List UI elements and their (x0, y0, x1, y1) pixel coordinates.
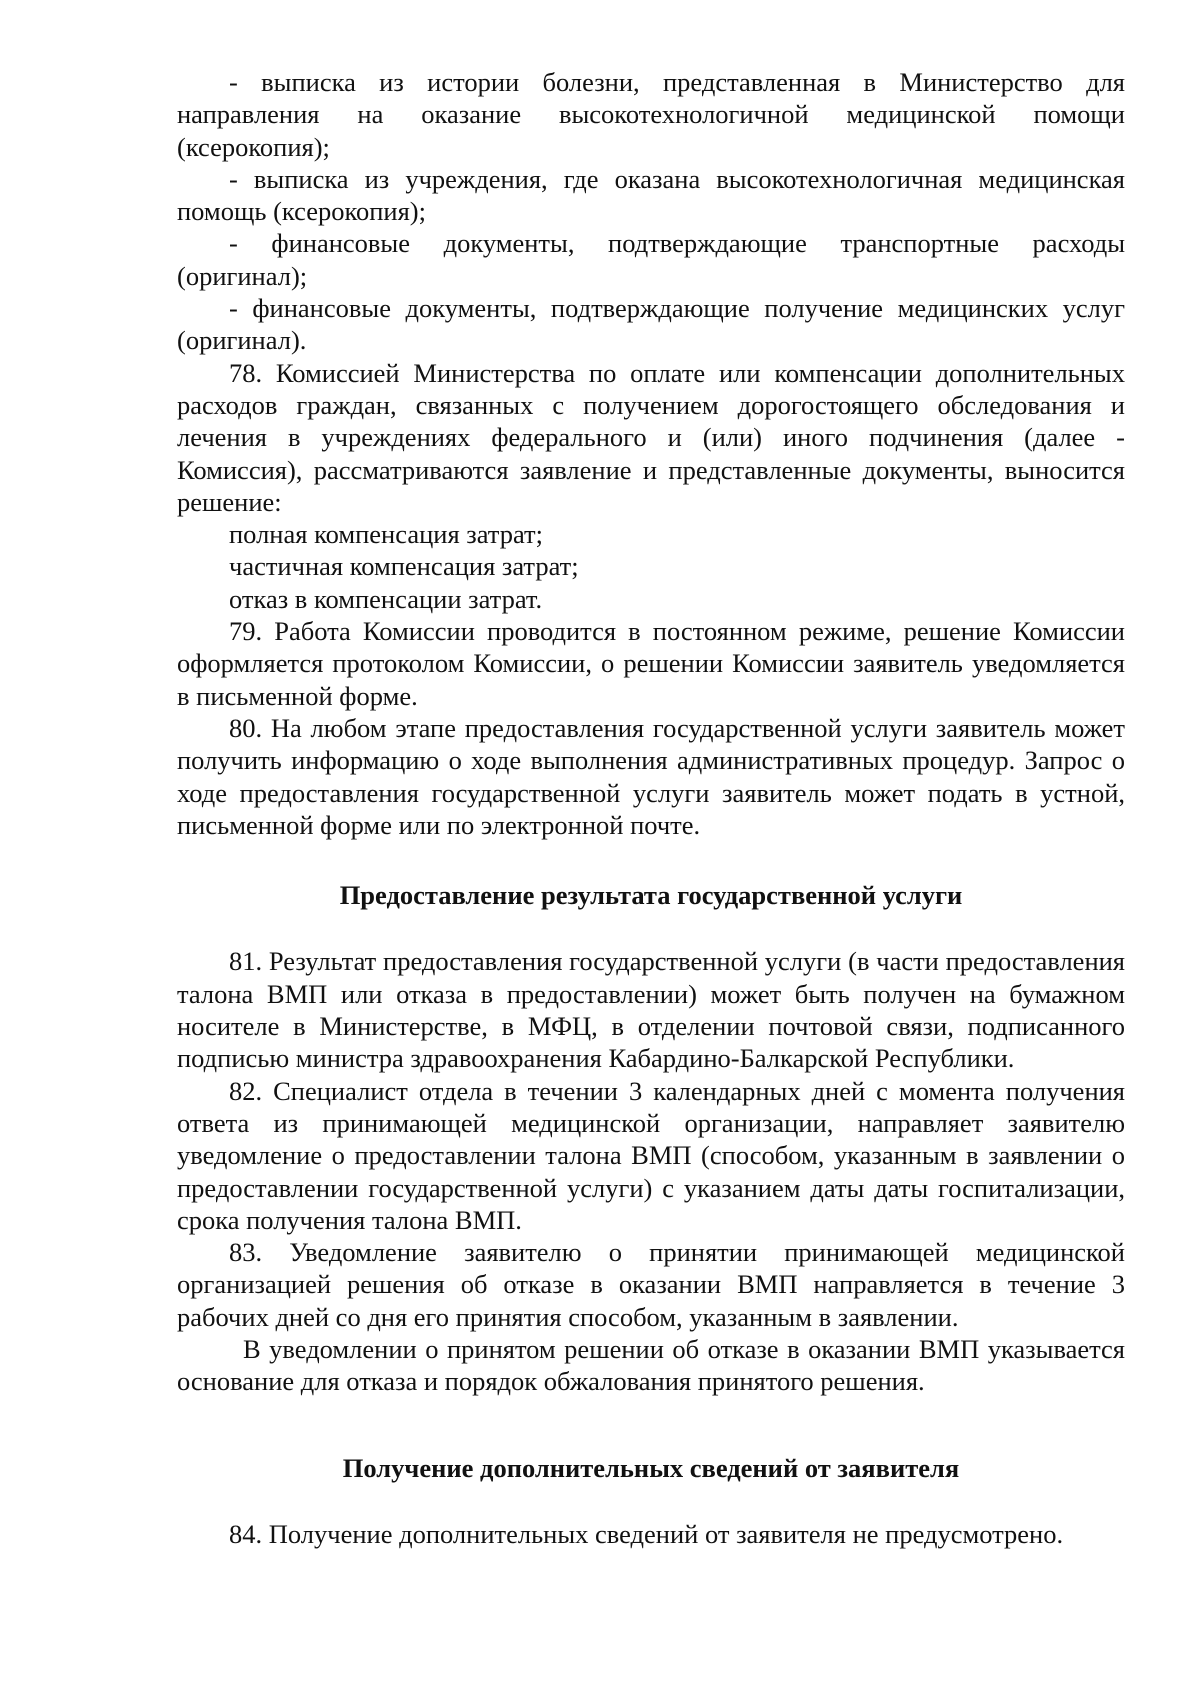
paragraph-82: 82. Специалист отдела в течении 3 календарных дней с момента получения ответа из принимающей медицинской организации, направляет заявителю уведомление о предоставлении талона ВМП (способом, указанным в заявлении о предоставлении государственной услуги) с указанием даты даты госпитализации, срока получения талона ВМП. (177, 1075, 1125, 1235)
paragraph-transport-docs: - финансовые документы, подтверждающие транспортные расходы (оригинал); (177, 228, 1125, 291)
section-heading-result: Предоставление результата государственной услуги (339, 880, 963, 911)
paragraph-medical-docs: - финансовые документы, подтверждающие получение медицинских услуг (оригинал). (177, 293, 1125, 356)
paragraph-79: 79. Работа Комиссии проводится в постоянном режиме, решение Комиссии оформляется протоколом Комиссии, о решении Комиссии заявитель уведомляется в письменной форме. (177, 616, 1125, 711)
paragraph-81: 81. Результат предоставления государственной услуги (в части предоставления талона ВМП или отказа в предоставлении) может быть получен на бумажном носителе в Министерстве, в МФЦ, в отделении почтовой связи, подписанного подписью министра здравоохранения Кабардино-Балкарской Республики. (177, 946, 1125, 1074)
paragraph-84: 84. Получение дополнительных сведений от заявителя не предусмотрено. (229, 1518, 1064, 1549)
paragraph-extract-history: - выписка из истории болезни, представленная в Министерство для направления на оказание высокотехнологичной медицинской помощи (ксерокопия); (177, 67, 1125, 162)
decision-partial-compensation: частичная компенсация затрат; (229, 551, 579, 582)
document-page (177, 66, 1125, 1550)
paragraph-83: 83. Уведомление заявителю о принятии принимающей медицинской организацией решения об отказе в оказании ВМП направляется в течение 3 рабочих дней со дня его принятия способом, указанным в заявлении. (177, 1237, 1125, 1332)
decision-full-compensation: полная компенсация затрат; (229, 519, 543, 550)
paragraph-78: 78. Комиссией Министерства по оплате или компенсации дополнительных расходов граждан, связанных с получением дорогостоящего обследования и лечения в учреждениях федерального и (или) иного подчинения (далее - Комиссия), рассматриваются заявление и представленные документы, выносится решение: (177, 357, 1125, 517)
paragraph-80: 80. На любом этапе предоставления государственной услуги заявитель может получить информацию о ходе выполнения административных процедур. Запрос о ходе предоставления государственной услуги заявитель может подать в устной, письменной форме или по электронной почте. (177, 712, 1125, 840)
paragraph-refusal-notice: В уведомлении о принятом решении об отказе в оказании ВМП указывается основание для отказа и порядок обжалования принятого решения. (177, 1333, 1125, 1397)
decision-refusal: отказ в компенсации затрат. (229, 583, 543, 614)
section-heading-additional-info: Получение дополнительных сведений от заявителя (342, 1452, 960, 1483)
paragraph-extract-institution: - выписка из учреждения, где оказана высокотехнологичная медицинская помощь (ксерокопия); (177, 163, 1125, 227)
